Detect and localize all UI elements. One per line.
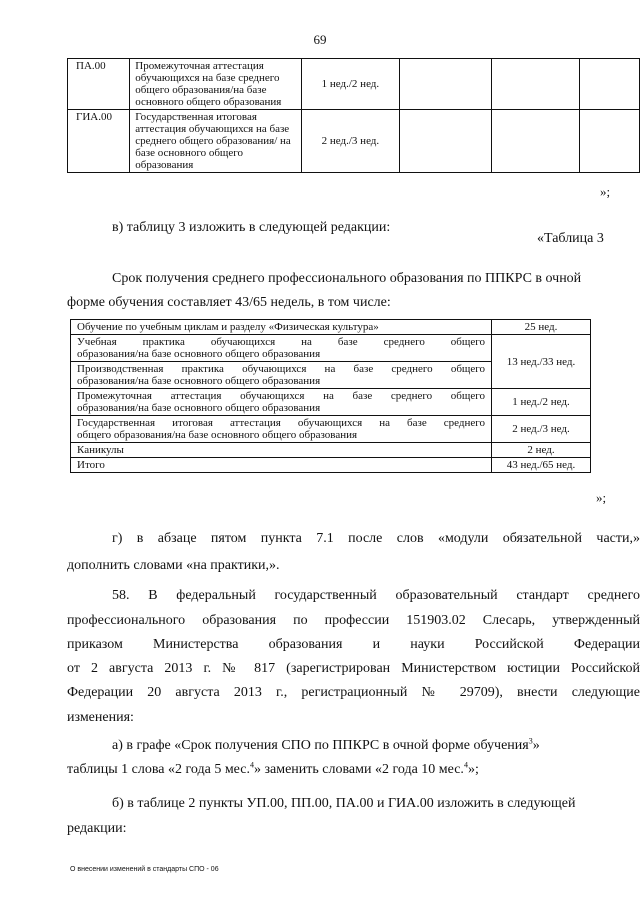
empty-cell bbox=[579, 59, 639, 110]
table-row bbox=[71, 335, 591, 362]
table-row bbox=[71, 458, 591, 473]
table3-label: «Таблица 3 bbox=[537, 231, 604, 246]
intro-line: Срок получения среднего профессионального образования по ППКРС в очной bbox=[112, 271, 582, 286]
para-58-line: 58. В федеральный государственный образовательный стандарт среднего bbox=[112, 588, 640, 603]
row-name: Промежуточная аттестация обучающихся на базе среднего общего образования/на базе основного общего образования bbox=[130, 59, 301, 110]
row-code: ГИА.00 bbox=[68, 110, 130, 173]
table-row bbox=[71, 320, 591, 335]
para-58-line: от 2 августа 2013 г. № 817 (зарегистрирован Министерством юстиции Российской bbox=[67, 661, 640, 676]
table-row bbox=[71, 443, 591, 458]
table-row bbox=[71, 389, 591, 416]
item-v: в) таблицу 3 изложить в следующей редакции: bbox=[112, 220, 391, 235]
row-desc: Учебная практика обучающихся на базе среднего общего образования/на базе основного общего образования bbox=[71, 335, 492, 362]
intro-line: форме обучения составляет 43/65 недель, в том числе: bbox=[67, 295, 391, 310]
table-top bbox=[67, 58, 640, 173]
empty-cell bbox=[491, 110, 579, 173]
table-row bbox=[68, 59, 640, 110]
empty-cell bbox=[579, 110, 639, 173]
row-desc: Итого bbox=[71, 458, 492, 473]
row-duration: 43 нед./65 нед. bbox=[492, 458, 591, 473]
row-code: ПА.00 bbox=[68, 59, 130, 110]
row-desc: Обучение по учебным циклам и разделу «Физическая культура» bbox=[71, 320, 492, 335]
item-a-line: таблицы 1 слова «2 года 5 мес.$^4$» заменить словами «2 года 10 мес.$^4$»; bbox=[67, 760, 479, 777]
row-duration: 1 нед./2 нед. bbox=[492, 389, 591, 416]
item-g-line: дополнить словами «на практики,». bbox=[67, 558, 280, 573]
table-row bbox=[68, 110, 640, 173]
row-duration: 2 нед./3 нед. bbox=[492, 416, 591, 443]
row-value: 1 нед./2 нед. bbox=[301, 59, 400, 110]
item-g-line: г) в абзаце пятом пункта 7.1 после слов «модули обязательной части,» bbox=[112, 531, 640, 546]
item-b-line: б) в таблице 2 пункты УП.00, ПП.00, ПА.00 и ГИА.00 изложить в следующей bbox=[112, 796, 576, 811]
empty-cell bbox=[400, 59, 492, 110]
item-a-line: а) в графе «Срок получения СПО по ППКРС в очной форме обучения$^3$» bbox=[112, 736, 540, 753]
para-58-line: профессионального образования по профессии 151903.02 Слесарь, утвержденный bbox=[67, 613, 640, 628]
row-value: 2 нед./3 нед. bbox=[301, 110, 400, 173]
para-58-line: Федерации 20 августа 2013 г., регистрационный № 29709), внести следующие bbox=[67, 685, 640, 700]
empty-cell bbox=[491, 59, 579, 110]
page-number: 69 bbox=[313, 32, 327, 47]
para-58-line: изменения: bbox=[67, 710, 134, 725]
table-row bbox=[71, 416, 591, 443]
row-name: Государственная итоговая аттестация обучающихся на базе среднего общего образования/ на базе основного общего образования bbox=[130, 110, 301, 173]
row-desc: Каникулы bbox=[71, 443, 492, 458]
row-duration: 25 нед. bbox=[492, 320, 591, 335]
row-desc: Государственная итоговая аттестация обучающихся на базе среднего общего образования/на базе основного общего образования bbox=[71, 416, 492, 443]
table-top-closing: »; bbox=[600, 184, 611, 199]
row-duration: 2 нед. bbox=[492, 443, 591, 458]
table3-closing: »; bbox=[596, 490, 607, 505]
item-b-line: редакции: bbox=[67, 821, 127, 836]
para-58-line: приказом Министерства образования и науки Российской Федерации bbox=[67, 637, 640, 652]
table-3 bbox=[70, 319, 591, 473]
row-desc: Промежуточная аттестация обучающихся на базе среднего общего образования/на базе основного общего образования bbox=[71, 389, 492, 416]
footer-note: О внесении изменений в стандарты СПО - 06 bbox=[70, 866, 219, 873]
row-desc: Производственная практика обучающихся на базе среднего общего образования/на базе основного общего образования bbox=[71, 362, 492, 389]
row-duration: 13 нед./33 нед. bbox=[492, 335, 591, 389]
empty-cell bbox=[400, 110, 492, 173]
